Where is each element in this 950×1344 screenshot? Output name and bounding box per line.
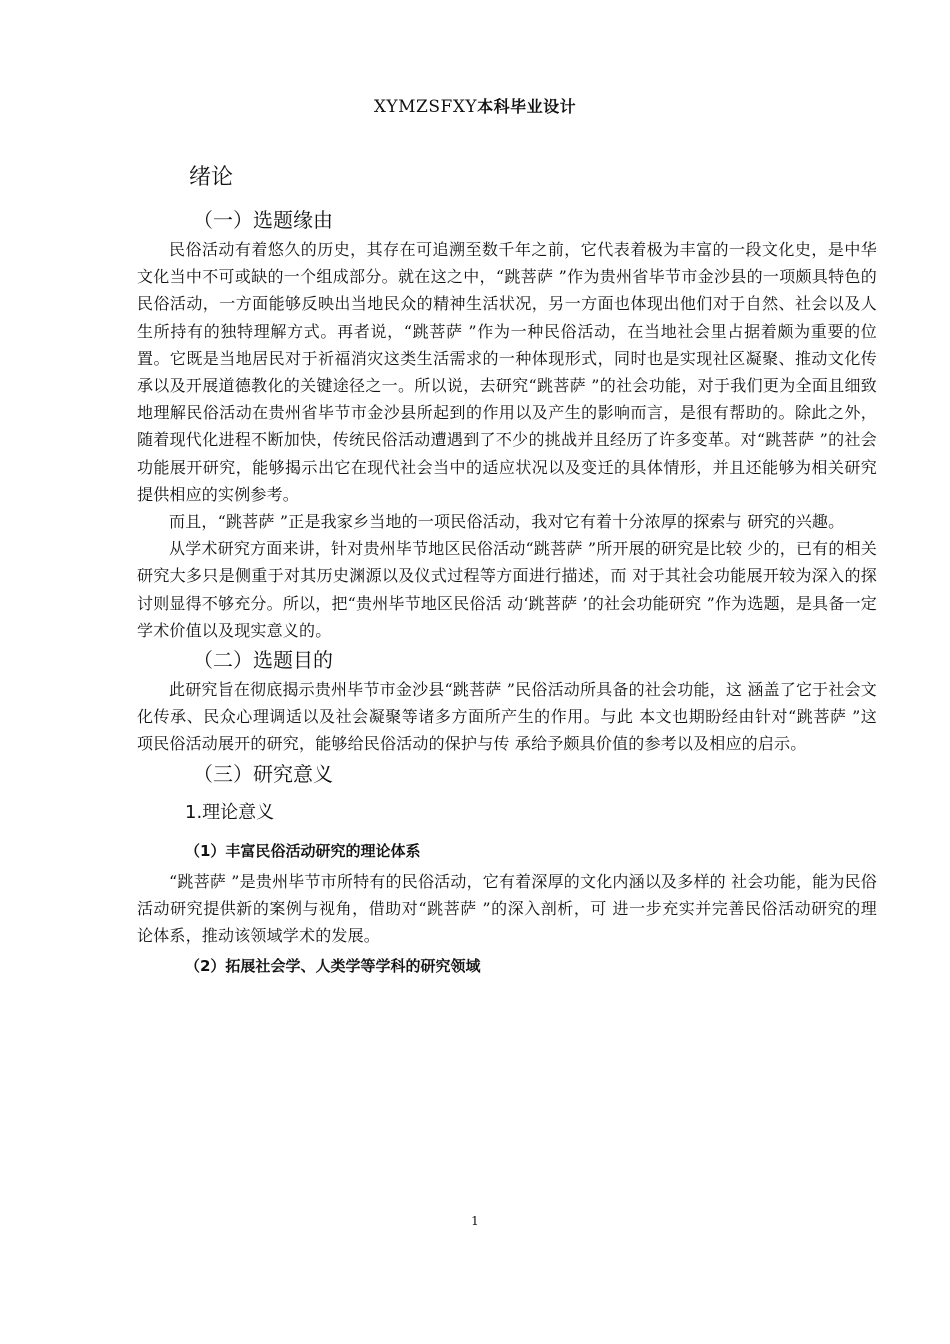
body-paragraph: 而且，“跳菩萨 ”正是我家乡当地的一项民俗活动，我对它有着十分浓厚的探索与 研究的兴趣。: [169, 512, 845, 532]
header-latin: XYMZSFXY: [373, 97, 478, 117]
body-paragraph: 民俗活动有着悠久的历史，其存在可追溯至数千年之前，它代表着极为丰富的一段文化史，是中华文化当中不可或缺的一个组成部分。就在这之中，“跳菩萨 ”作为贵州省毕节市金沙县的一项颇具特色的民俗活动，一方面能够反映出当地民众的精神生活状况，另一方面也体现出他们对于自然、社会以及人生所持有的独特理解方式。再者说，“跳菩萨 ”作为一种民俗活动，在当地社会里占据着颇为重要的位置。它既是当地居民对于祈福消灾这类生活需求的一种体现形式，同时也是实现社区凝聚、推动文化传承以及开展道德教化的关键途径之一。所以说，去研究“跳菩萨 ”的社会功能，对于我们更为全面且细致地理解民俗活动在贵州省毕节市金沙县所起到的作用以及产生的影响而言，是很有帮助的。除此之外，随着现代化进程不断加快，传统民俗活动遭遇到了不少的挑战并且经历了许多变革。对“跳菩萨 ”的社会功能展开研究，能够揭示出它在现代社会当中的适应状况以及变迁的具体情形，并且还能够为相关研究提供相应的实例参考。: [137, 240, 877, 504]
body-paragraph: 从学术研究方面来讲，针对贵州毕节地区民俗活动“跳菩萨 ”所开展的研究是比较 少的，已有的相关研究大多只是侧重于对其历史渊源以及仪式过程等方面进行描述，而 对于其社会功能展开较为深入的探讨则显得不够充分。所以，把“贵州毕节地区民俗活 动‘跳菩萨 ’的社会功能研究 ”作为选题，是具备一定学术价值以及现实意义的。: [137, 539, 877, 640]
section-heading-3: （三）研究意义: [193, 761, 333, 786]
page-number: 1: [471, 1214, 479, 1228]
body-paragraph: 此研究旨在彻底揭示贵州毕节市金沙县“跳菩萨 ”民俗活动所具备的社会功能，这 涵盖了它于社会文化传承、民众心理调适以及社会凝聚等诸多方面所产生的作用。与此 本文也期盼经由针对“跳菩萨 ”这项民俗活动展开的研究，能够给民俗活动的保护与传 承给予颇具价值的参考以及相应的启示。: [137, 680, 877, 754]
body-paragraph: “跳菩萨 ”是贵州毕节市所特有的民俗活动，它有着深厚的文化内涵以及多样的 社会功能，能为民俗活动研究提供新的案例与视角，借助对“跳菩萨 ”的深入剖析，可 进一步充实并完善民俗活动研究的理论体系，推动该领域学术的发展。: [137, 871, 877, 946]
section-heading-2: （二）选题目的: [193, 648, 333, 673]
item-heading-2: （2）拓展社会学、人类学等学科的研究领域: [185, 957, 481, 976]
subsection-heading: 1.理论意义: [185, 801, 275, 823]
chapter-title: 绪论: [189, 165, 234, 190]
item-heading-1: （1）丰富民俗活动研究的理论体系: [185, 841, 421, 860]
header-cn: 本科毕业设计: [477, 97, 577, 116]
page-header: [0, 94, 950, 117]
document-body: [137, 158, 877, 983]
section-heading-1: （一）选题缘由: [193, 208, 333, 232]
